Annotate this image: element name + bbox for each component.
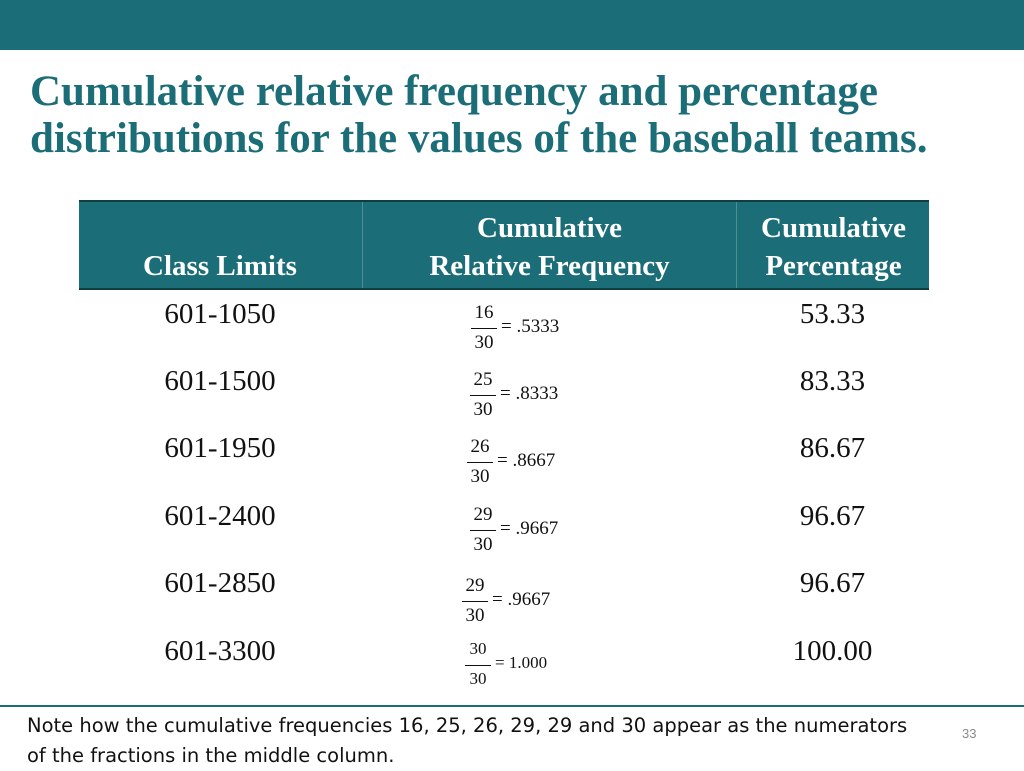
percentage-cell: 100.00 [792, 635, 873, 667]
header-cumulative-relative-frequency [362, 202, 736, 288]
slide-title-line-2: distributions for the values of the baseball teams. [30, 115, 928, 162]
fraction-denominator: 30 [469, 669, 487, 688]
header-cp-line-2: Percentage [765, 250, 902, 282]
fraction-denominator: 30 [470, 466, 490, 487]
table-header [79, 200, 929, 290]
fraction-bar [465, 665, 491, 666]
percentage-cell: 86.67 [799, 432, 866, 464]
slide-title [30, 68, 1010, 162]
header-class-limits-label: Class Limits [143, 250, 297, 282]
table-row [79, 288, 929, 354]
header-crf-line-1: Cumulative [477, 212, 622, 244]
fraction-denominator: 30 [465, 605, 485, 626]
fraction-decimal: = .8333 [500, 383, 559, 404]
fraction-numerator: 29 [465, 575, 485, 596]
class-limits-cell: 601-1500 [164, 365, 276, 397]
cumulative-distribution-table [79, 200, 929, 688]
fraction-bar [467, 462, 493, 463]
fraction-numerator: 16 [474, 302, 494, 323]
class-limits-cell: 601-1950 [164, 432, 276, 464]
header-crf-line-2: Relative Frequency [429, 250, 670, 282]
table-row [79, 625, 929, 691]
fraction-decimal: = 1.000 [495, 653, 548, 672]
class-limits-cell: 601-2850 [164, 567, 276, 599]
fraction-bar [470, 530, 496, 531]
fraction-numerator: 29 [473, 504, 493, 525]
class-limits-cell: 601-3300 [164, 635, 276, 667]
class-limits-cell: 601-1050 [164, 298, 276, 330]
table-row [79, 490, 929, 556]
footer-note [27, 711, 962, 771]
fraction-numerator: 30 [469, 639, 487, 658]
table-row [79, 355, 929, 421]
page-number: 33 [962, 726, 977, 741]
class-limits-cell: 601-2400 [164, 500, 276, 532]
footer-note-line-2: of the fractions in the middle column. [27, 744, 395, 767]
fraction-decimal: = .9667 [500, 518, 559, 539]
table-row [79, 557, 929, 626]
fraction-denominator: 30 [474, 332, 494, 353]
fraction-bar [470, 395, 496, 396]
fraction-numerator: 25 [473, 369, 493, 390]
table-row [79, 422, 929, 488]
header-cumulative-percentage [736, 202, 930, 288]
fraction-denominator: 30 [473, 399, 493, 420]
header-class-limits [79, 202, 361, 288]
percentage-cell: 96.67 [799, 567, 866, 599]
top-banner [0, 0, 1024, 50]
slide-title-line-1: Cumulative relative frequency and percentage [30, 68, 878, 115]
fraction-denominator: 30 [473, 534, 493, 555]
fraction-numerator: 26 [470, 436, 490, 457]
fraction-bar [462, 601, 488, 602]
fraction-decimal: = .5333 [501, 316, 560, 337]
fraction-bar [471, 328, 497, 329]
fraction-decimal: = .9667 [492, 589, 551, 610]
percentage-cell: 96.67 [799, 500, 866, 532]
percentage-cell: 83.33 [799, 365, 866, 397]
footer-note-line-1: Note how the cumulative frequencies 16, 25, 26, 29, 29 and 30 appear as the numerators [27, 714, 908, 737]
footer-divider [0, 705, 1024, 707]
percentage-cell: 53.33 [799, 298, 866, 330]
fraction-decimal: = .8667 [497, 450, 556, 471]
header-cp-line-1: Cumulative [761, 212, 906, 244]
